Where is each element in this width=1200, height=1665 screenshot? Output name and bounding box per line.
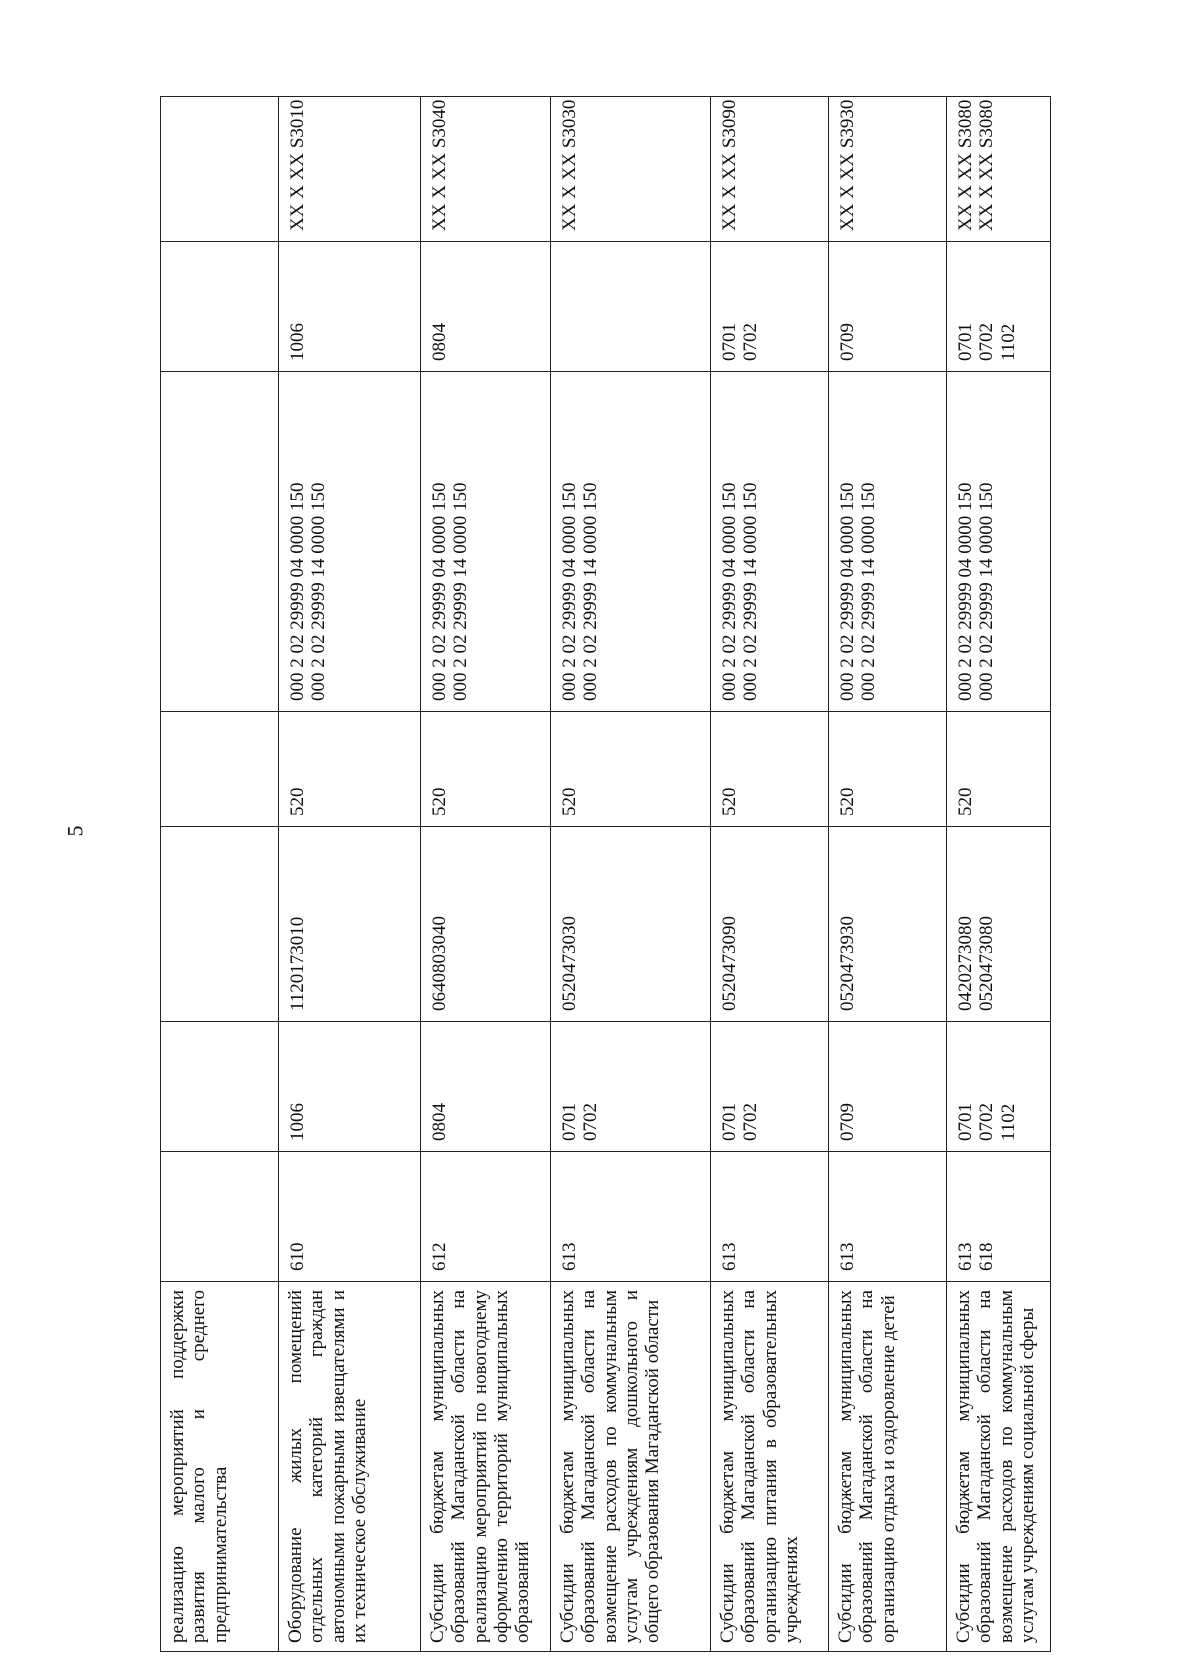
description-cell: Субсидии бюджетам муниципальных образований Магаданской области на возмещение расходов по коммунальным услугам учреждениям дошкольного и общего образования Магаданской области — [551, 1282, 711, 1652]
revenue-code-cell — [711, 372, 829, 712]
target-code-cell-line: XX X XX S3930 — [837, 99, 858, 231]
target-article-cell-line: 0640803040 — [429, 916, 450, 1011]
description-cell: Оборудование жилых помещений отдельных категорий граждан автономными пожарными извещателями и их техническое обслуживание — [279, 1282, 421, 1652]
table-row — [551, 97, 711, 1652]
section-code-2-cell — [711, 242, 829, 372]
revenue-code-cell-line: 000 2 02 29999 04 0000 150 — [955, 482, 976, 701]
section-code-cell — [161, 1022, 279, 1152]
section-code-2-cell-line: 0702 — [976, 323, 998, 361]
expense-type-cell: 520 — [551, 712, 711, 827]
section-code-2-cell — [829, 242, 947, 372]
admin-code-cell — [829, 1152, 947, 1282]
target-code-cell-line: XX X XX S3080 — [955, 99, 976, 231]
target-code-cell — [947, 97, 1051, 242]
section-code-cell-line: 0804 — [429, 1103, 450, 1141]
revenue-code-cell-line: 000 2 02 29999 14 0000 150 — [308, 482, 330, 701]
target-article-cell — [279, 827, 421, 1022]
table-row — [279, 97, 421, 1652]
admin-code-cell — [551, 1152, 711, 1282]
section-code-cell — [711, 1022, 829, 1152]
target-code-cell-line: XX X XX S3040 — [429, 99, 450, 231]
target-article-cell-line: 0520473930 — [837, 916, 858, 1011]
description-cell: реализацию мероприятий поддержки развития малого и среднего предпринимательства — [161, 1282, 279, 1652]
revenue-code-cell — [947, 372, 1051, 712]
rotated-table-container — [160, 97, 1050, 1652]
section-code-2-cell — [421, 242, 551, 372]
section-code-cell-line: 0702 — [976, 1103, 998, 1141]
revenue-code-cell — [551, 372, 711, 712]
admin-code-cell-line: 613 — [559, 1242, 580, 1271]
page-number: 5 — [62, 825, 88, 837]
target-article-cell — [829, 827, 947, 1022]
target-code-cell-line: XX X XX S3080 — [976, 99, 998, 231]
section-code-cell-line: 0709 — [837, 1103, 858, 1141]
table-body — [161, 97, 1051, 1652]
section-code-2-cell-line: 0709 — [837, 323, 858, 361]
target-article-cell-line: 0520473030 — [559, 916, 580, 1011]
admin-code-cell-line: 618 — [976, 1242, 998, 1271]
target-code-cell — [829, 97, 947, 242]
revenue-code-cell-line: 000 2 02 29999 04 0000 150 — [719, 482, 740, 701]
revenue-code-cell-line: 000 2 02 29999 04 0000 150 — [559, 482, 580, 701]
target-article-cell-line: 0520473090 — [719, 916, 740, 1011]
expense-type-cell: 520 — [421, 712, 551, 827]
section-code-2-cell — [947, 242, 1051, 372]
section-code-cell — [421, 1022, 551, 1152]
table-row — [421, 97, 551, 1652]
target-article-cell-line: 1120173010 — [287, 916, 308, 1011]
section-code-cell-line: 0702 — [580, 1103, 602, 1141]
section-code-2-cell — [551, 242, 711, 372]
target-code-cell — [161, 97, 279, 242]
target-article-cell — [711, 827, 829, 1022]
section-code-cell-line: 1006 — [287, 1103, 308, 1141]
expense-type-cell: 520 — [829, 712, 947, 827]
table-row — [711, 97, 829, 1652]
revenue-code-cell — [161, 372, 279, 712]
target-code-cell — [279, 97, 421, 242]
description-cell: Субсидии бюджетам муниципальных образований Магаданской области на организацию отдыха и оздоровление детей — [829, 1282, 947, 1652]
admin-code-cell-line: 613 — [837, 1242, 858, 1271]
admin-code-cell — [279, 1152, 421, 1282]
section-code-cell — [551, 1022, 711, 1152]
target-article-cell-line: 0520473080 — [976, 916, 998, 1011]
section-code-cell-line: 0701 — [559, 1103, 580, 1141]
admin-code-cell-line: 613 — [955, 1242, 976, 1271]
revenue-code-cell — [829, 372, 947, 712]
expense-type-cell: 520 — [279, 712, 421, 827]
revenue-code-cell-line: 000 2 02 29999 04 0000 150 — [287, 482, 308, 701]
expense-type-cell: 520 — [711, 712, 829, 827]
target-code-cell-line: XX X XX S3030 — [559, 99, 580, 231]
target-article-cell — [551, 827, 711, 1022]
section-code-2-cell-line: 1006 — [287, 323, 308, 361]
admin-code-cell — [947, 1152, 1051, 1282]
revenue-code-cell-line: 000 2 02 29999 04 0000 150 — [429, 482, 450, 701]
section-code-cell-line: 1102 — [997, 1103, 1019, 1141]
target-code-cell — [421, 97, 551, 242]
section-code-2-cell — [161, 242, 279, 372]
section-code-cell-line: 0702 — [740, 1103, 762, 1141]
target-article-cell-line: 0420273080 — [955, 916, 976, 1011]
admin-code-cell-line: 613 — [719, 1242, 740, 1271]
description-cell: Субсидии бюджетам муниципальных образований Магаданской области на возмещение расходов по коммунальным услугам учреждениям социальной сферы — [947, 1282, 1051, 1652]
target-code-cell — [711, 97, 829, 242]
table-row — [829, 97, 947, 1652]
section-code-cell — [829, 1022, 947, 1152]
expense-type-cell — [161, 712, 279, 827]
section-code-2-cell-line: 1102 — [997, 323, 1019, 361]
section-code-2-cell-line: 0701 — [719, 323, 740, 361]
admin-code-cell-line: 612 — [429, 1242, 450, 1271]
section-code-2-cell-line: 0701 — [955, 323, 976, 361]
revenue-code-cell-line: 000 2 02 29999 14 0000 150 — [740, 482, 762, 701]
section-code-cell-line: 0701 — [955, 1103, 976, 1141]
section-code-2-cell-line: 0702 — [740, 323, 762, 361]
target-code-cell-line: XX X XX S3090 — [719, 99, 740, 231]
table-row — [947, 97, 1051, 1652]
revenue-code-cell-line: 000 2 02 29999 14 0000 150 — [450, 482, 472, 701]
target-article-cell — [421, 827, 551, 1022]
admin-code-cell — [711, 1152, 829, 1282]
target-article-cell — [161, 827, 279, 1022]
revenue-code-cell-line: 000 2 02 29999 14 0000 150 — [580, 482, 602, 701]
section-code-2-cell — [279, 242, 421, 372]
section-code-cell — [947, 1022, 1051, 1152]
revenue-code-cell-line: 000 2 02 29999 04 0000 150 — [837, 482, 858, 701]
section-code-cell-line: 0701 — [719, 1103, 740, 1141]
section-code-cell — [279, 1022, 421, 1152]
revenue-code-cell-line: 000 2 02 29999 14 0000 150 — [976, 482, 998, 701]
admin-code-cell — [421, 1152, 551, 1282]
target-article-cell — [947, 827, 1051, 1022]
description-cell: Субсидии бюджетам муниципальных образований Магаданской области на организацию питания в образовательных учреждениях — [711, 1282, 829, 1652]
admin-code-cell — [161, 1152, 279, 1282]
section-code-2-cell-line: 0804 — [429, 323, 450, 361]
expense-type-cell: 520 — [947, 712, 1051, 827]
table-row — [161, 97, 279, 1652]
target-code-cell-line: XX X XX S3010 — [287, 99, 308, 231]
revenue-code-cell — [279, 372, 421, 712]
target-code-cell — [551, 97, 711, 242]
revenue-code-cell — [421, 372, 551, 712]
admin-code-cell-line: 610 — [287, 1242, 308, 1271]
description-cell: Субсидии бюджетам муниципальных образований Магаданской области на реализацию мероприятий по новогоднему оформлению территорий муниципальных образований — [421, 1282, 551, 1652]
subsidy-table — [160, 96, 1051, 1652]
revenue-code-cell-line: 000 2 02 29999 14 0000 150 — [858, 482, 880, 701]
